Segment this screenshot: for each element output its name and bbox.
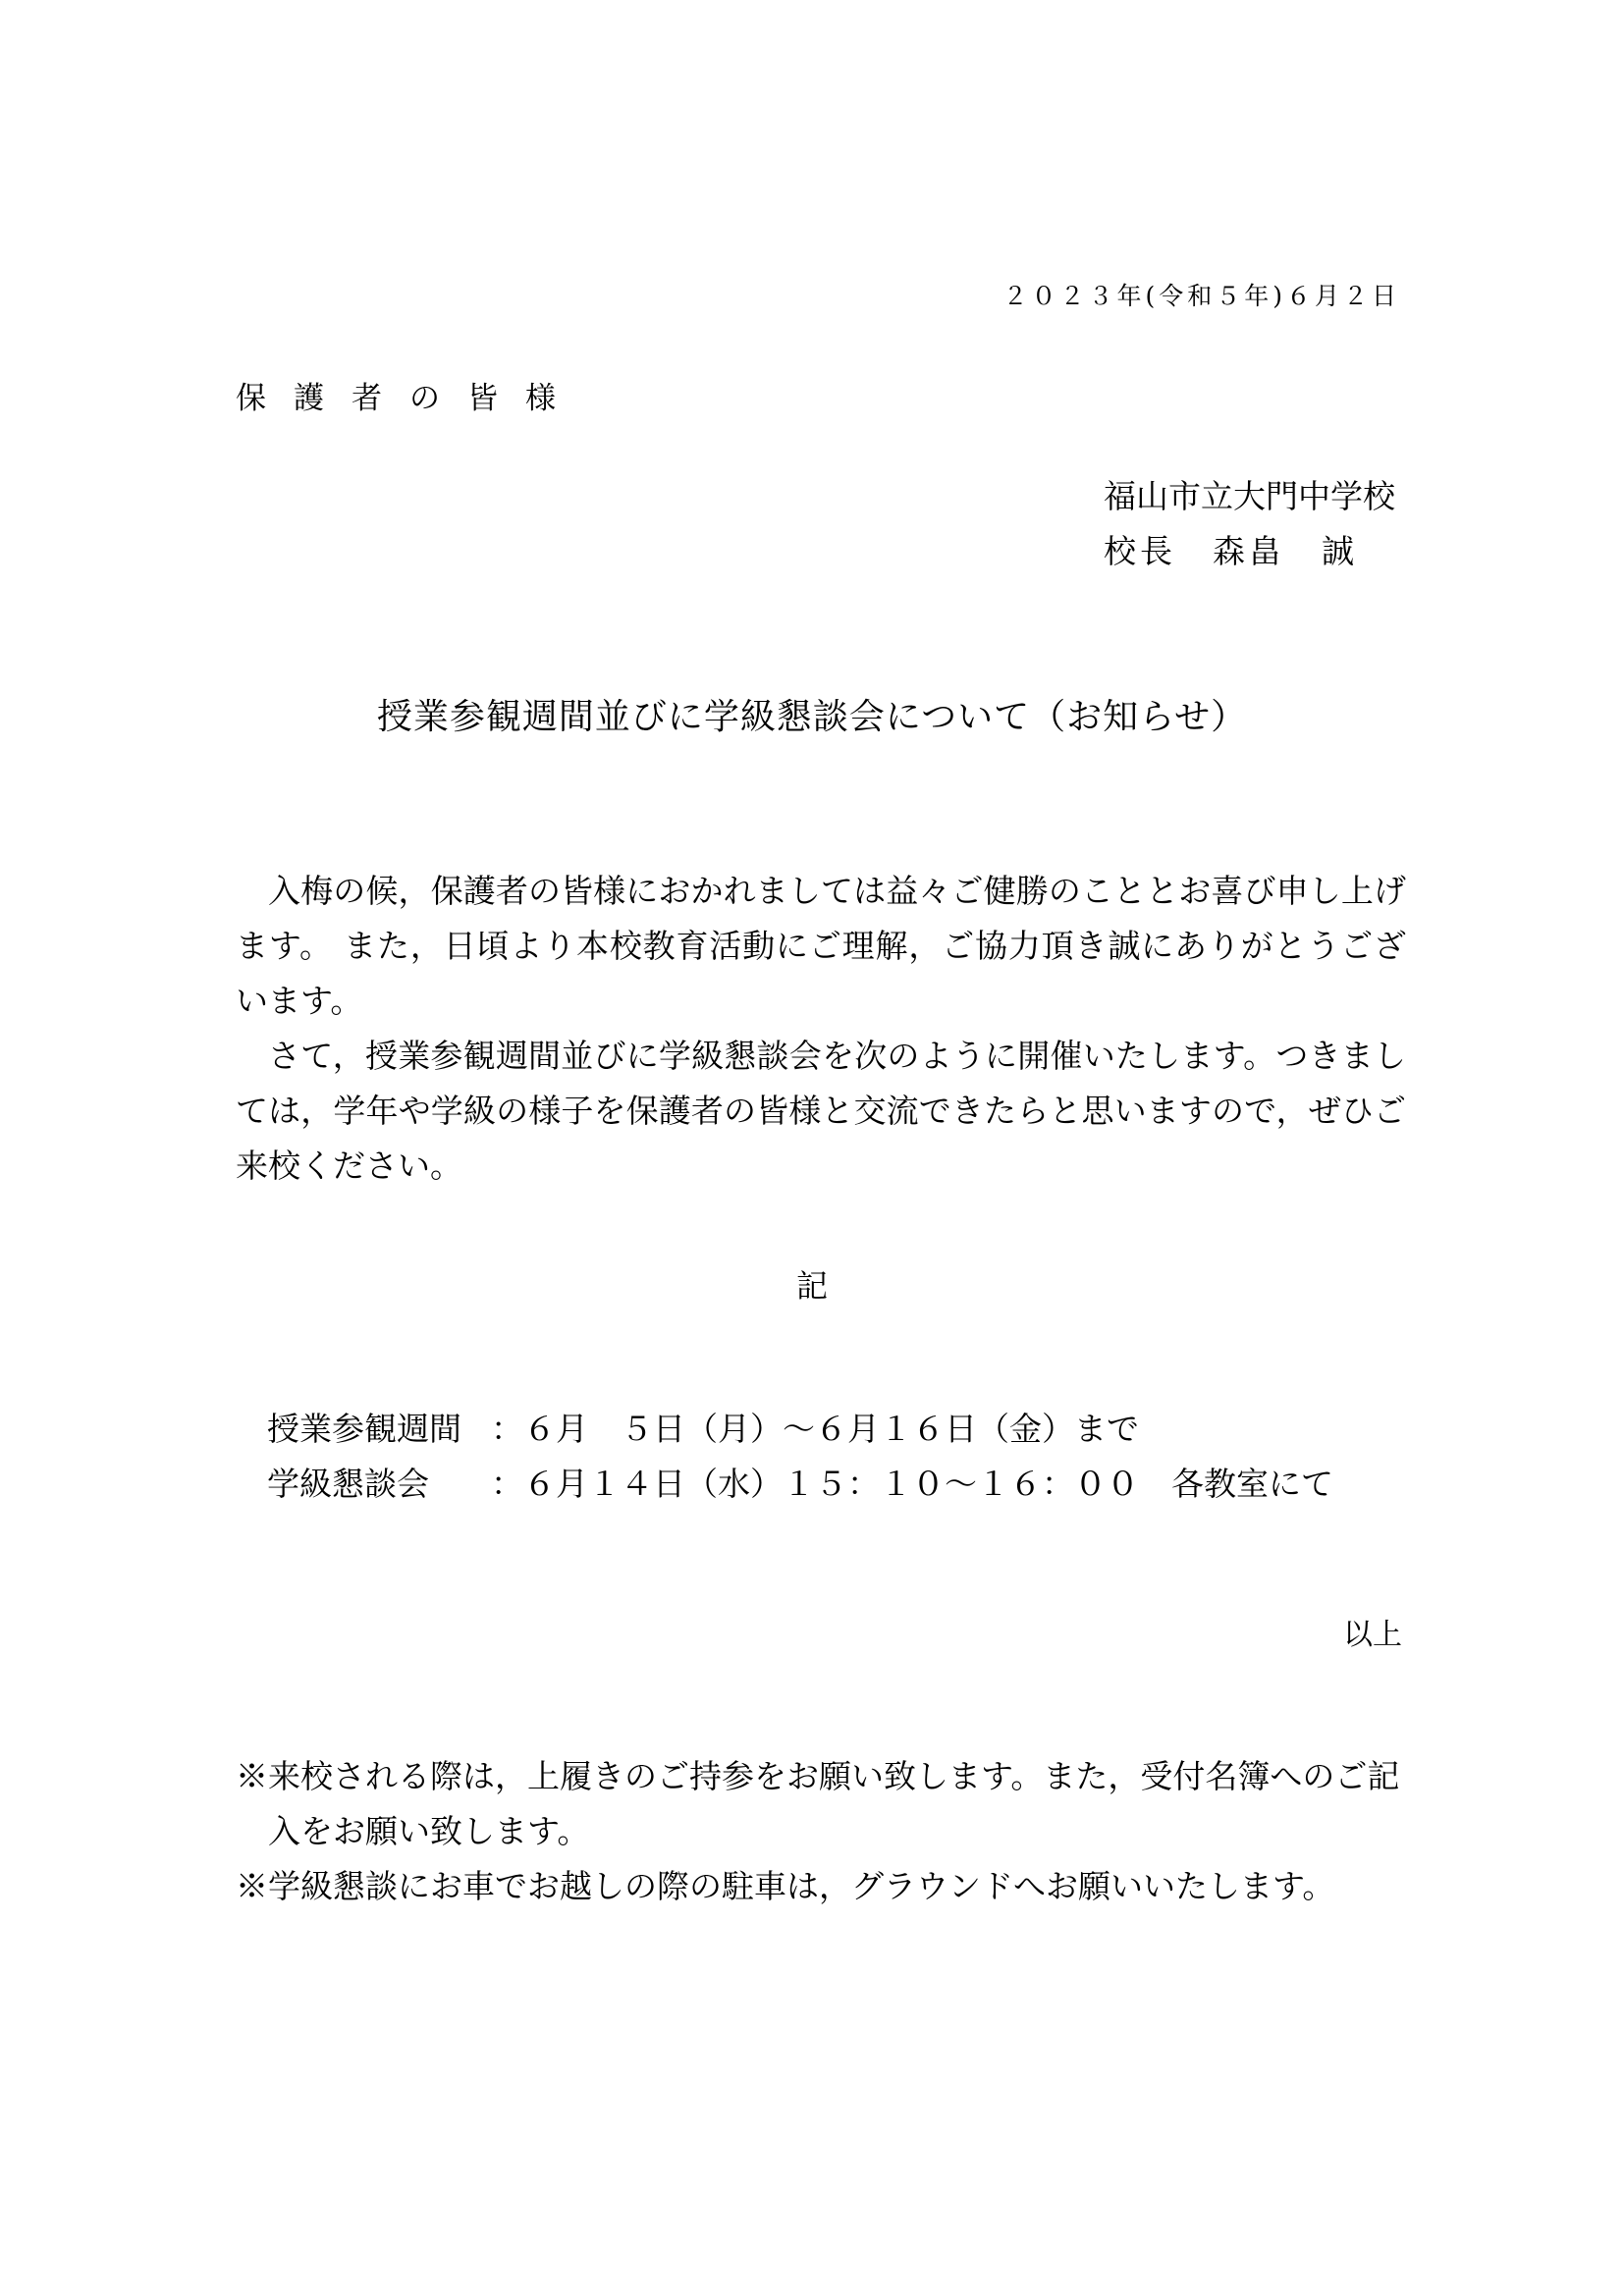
schedule-row (267, 1402, 1333, 1457)
principal-name: 校長 森畠 誠 (1104, 532, 1358, 570)
sender-block (1104, 469, 1395, 579)
schedule-list (267, 1402, 1333, 1512)
document-title: 授業参観週間並びに学級懇談会について（お知らせ） (376, 697, 1248, 737)
body-text (236, 864, 1406, 1194)
closing-mark: 以上 (1343, 1618, 1402, 1652)
schedule-label: 学級懇談会 (267, 1465, 429, 1503)
schedule-value: ：６月１４日（水）１５：１０～１６：００ 各教室にて (491, 1465, 1333, 1503)
schedule-value: ：６月 ５日（月）～６月１６日（金）まで (491, 1410, 1139, 1448)
school-name: 福山市立大門中学校 (1104, 477, 1395, 515)
ki-heading: 記 (795, 1267, 828, 1305)
schedule-row (267, 1457, 1333, 1512)
body-paragraph: さて，授業参観週間並びに学級懇談会を次のように開催いたします。つきましては，学年や学級の様子を保護者の皆様と交流できたらと思いますので，ぜひご来校ください。 (236, 1037, 1406, 1185)
addressee: 保護者の皆様 (236, 381, 583, 416)
document-date: ２０２３年(令和５年)６月２日 (1002, 282, 1400, 310)
note-item: ※来校される際は，上履きのご持参をお願い致します。また，受付名簿へのご記入をお願い致します。 (236, 1757, 1400, 1850)
note-item: ※学級懇談にお車でお越しの際の駐車は，グラウンドへお願いいたします。 (236, 1867, 1335, 1905)
notes-block (236, 1749, 1408, 1914)
body-paragraph: 入梅の候，保護者の皆様におかれましては益々ご健勝のこととお喜び申し上げます。 また，日頃より本校教育活動にご理解，ご協力頂き誠にありがとうございます。 (236, 872, 1406, 1020)
schedule-label: 授業参観週間 (267, 1410, 461, 1448)
